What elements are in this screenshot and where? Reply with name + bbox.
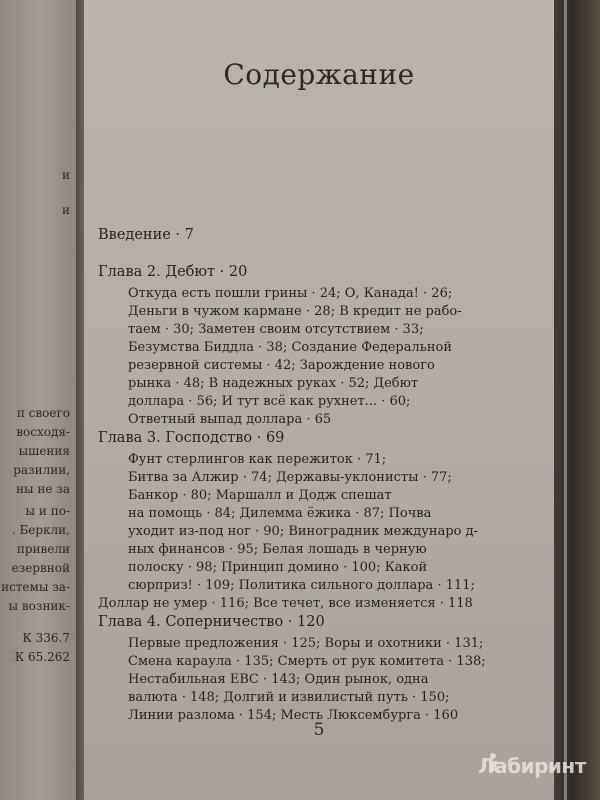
toc-subentry: резервной системы · 42; Зарождение нового: [128, 358, 435, 373]
facing-page-line: К 336.7: [22, 631, 70, 645]
toc-subentry: Банкор · 80; Маршалл и Додж спешат: [128, 488, 392, 503]
facing-page-line: езервной: [11, 561, 70, 575]
toc-chapter-4: Глава 4. Соперничество · 120: [98, 614, 325, 630]
facing-page-line: истемы за-: [1, 580, 70, 594]
toc-subentry: Откуда есть пошли грины · 24; О, Канада! · 26;: [128, 286, 453, 301]
toc-subentry: Смена караула · 135; Смерть от рук комитета · 138;: [128, 654, 486, 669]
toc-subentry: Нестабильная ЕВС · 143; Один рынок, одна: [128, 672, 429, 687]
toc-subentry: полоску · 98; Принцип домино · 100; Какой: [128, 560, 428, 575]
toc-subentry: Безумства Биддла · 38; Создание Федеральной: [128, 340, 452, 355]
facing-page-line: п своего: [16, 406, 70, 420]
facing-page-line: К 65.262: [14, 650, 70, 664]
toc-subentry: рынка · 48; В надежных руках · 52; Дебют: [128, 376, 419, 391]
toc-chapter-3: Глава 3. Господство · 69: [98, 430, 285, 446]
facing-page-line: ы и по-: [25, 504, 70, 518]
facing-page-line: и: [62, 203, 70, 217]
toc-subentry: уходит из-под ног · 90; Виноградник междунаро д-: [128, 524, 479, 539]
book-gutter: [76, 0, 84, 800]
toc-subentry: на помощь · 84; Дилемма ёжика · 87; Почва: [128, 506, 432, 521]
toc-subentry: валюта · 148; Долгий и извилистый путь · 150;: [128, 690, 450, 705]
facing-page-line: ны не за: [16, 482, 70, 496]
book-edge: [554, 0, 600, 800]
toc-subentry: Деньги в чужом кармане · 28; В кредит не рабо-: [128, 304, 462, 319]
watermark-logo: Лабиринт: [478, 754, 586, 778]
facing-page-line: . Беркли,: [11, 523, 70, 537]
facing-page-line: ышения: [18, 444, 70, 458]
toc-chapter-2: Глава 2. Дебют · 20: [98, 264, 248, 280]
facing-page-line: ы возник-: [8, 599, 70, 613]
toc-subentry: Первые предложения · 125; Воры и охотники · 131;: [128, 636, 484, 651]
facing-page-line: и: [62, 168, 70, 182]
page-number: 5: [313, 720, 325, 740]
facing-page-line: привели: [16, 542, 70, 556]
toc-subentry: таем · 30; Заметен своим отсутствием · 33;: [128, 322, 424, 337]
toc-subentry: Доллар не умер · 116; Все течет, все изменяется · 118: [98, 596, 473, 611]
toc-subentry: Фунт стерлингов как пережиток · 71;: [128, 452, 387, 467]
toc-subentry: сюрприз! · 109; Политика сильного доллара · 111;: [128, 578, 475, 593]
facing-page-line: восходя-: [16, 425, 70, 439]
toc-subentry: Линии разлома · 154; Месть Люксембурга · 160: [128, 708, 459, 723]
facing-page: [0, 0, 76, 800]
toc-subentry: доллара · 56; И тут всё как рухнет... · 60;: [128, 394, 411, 409]
contents-page: [84, 0, 554, 800]
facing-page-line: разилии,: [13, 463, 70, 477]
toc-subentry: ных финансов · 95; Белая лошадь в черную: [128, 542, 427, 557]
toc-entry-introduction: Введение · 7: [98, 227, 194, 243]
page-title: Содержание: [223, 58, 415, 91]
toc-subentry: Ответный выпад доллара · 65: [128, 412, 332, 427]
book-edge-stripe: [564, 0, 567, 800]
toc-subentry: Битва за Алжир · 74; Державы-уклонисты · 77;: [128, 470, 452, 485]
